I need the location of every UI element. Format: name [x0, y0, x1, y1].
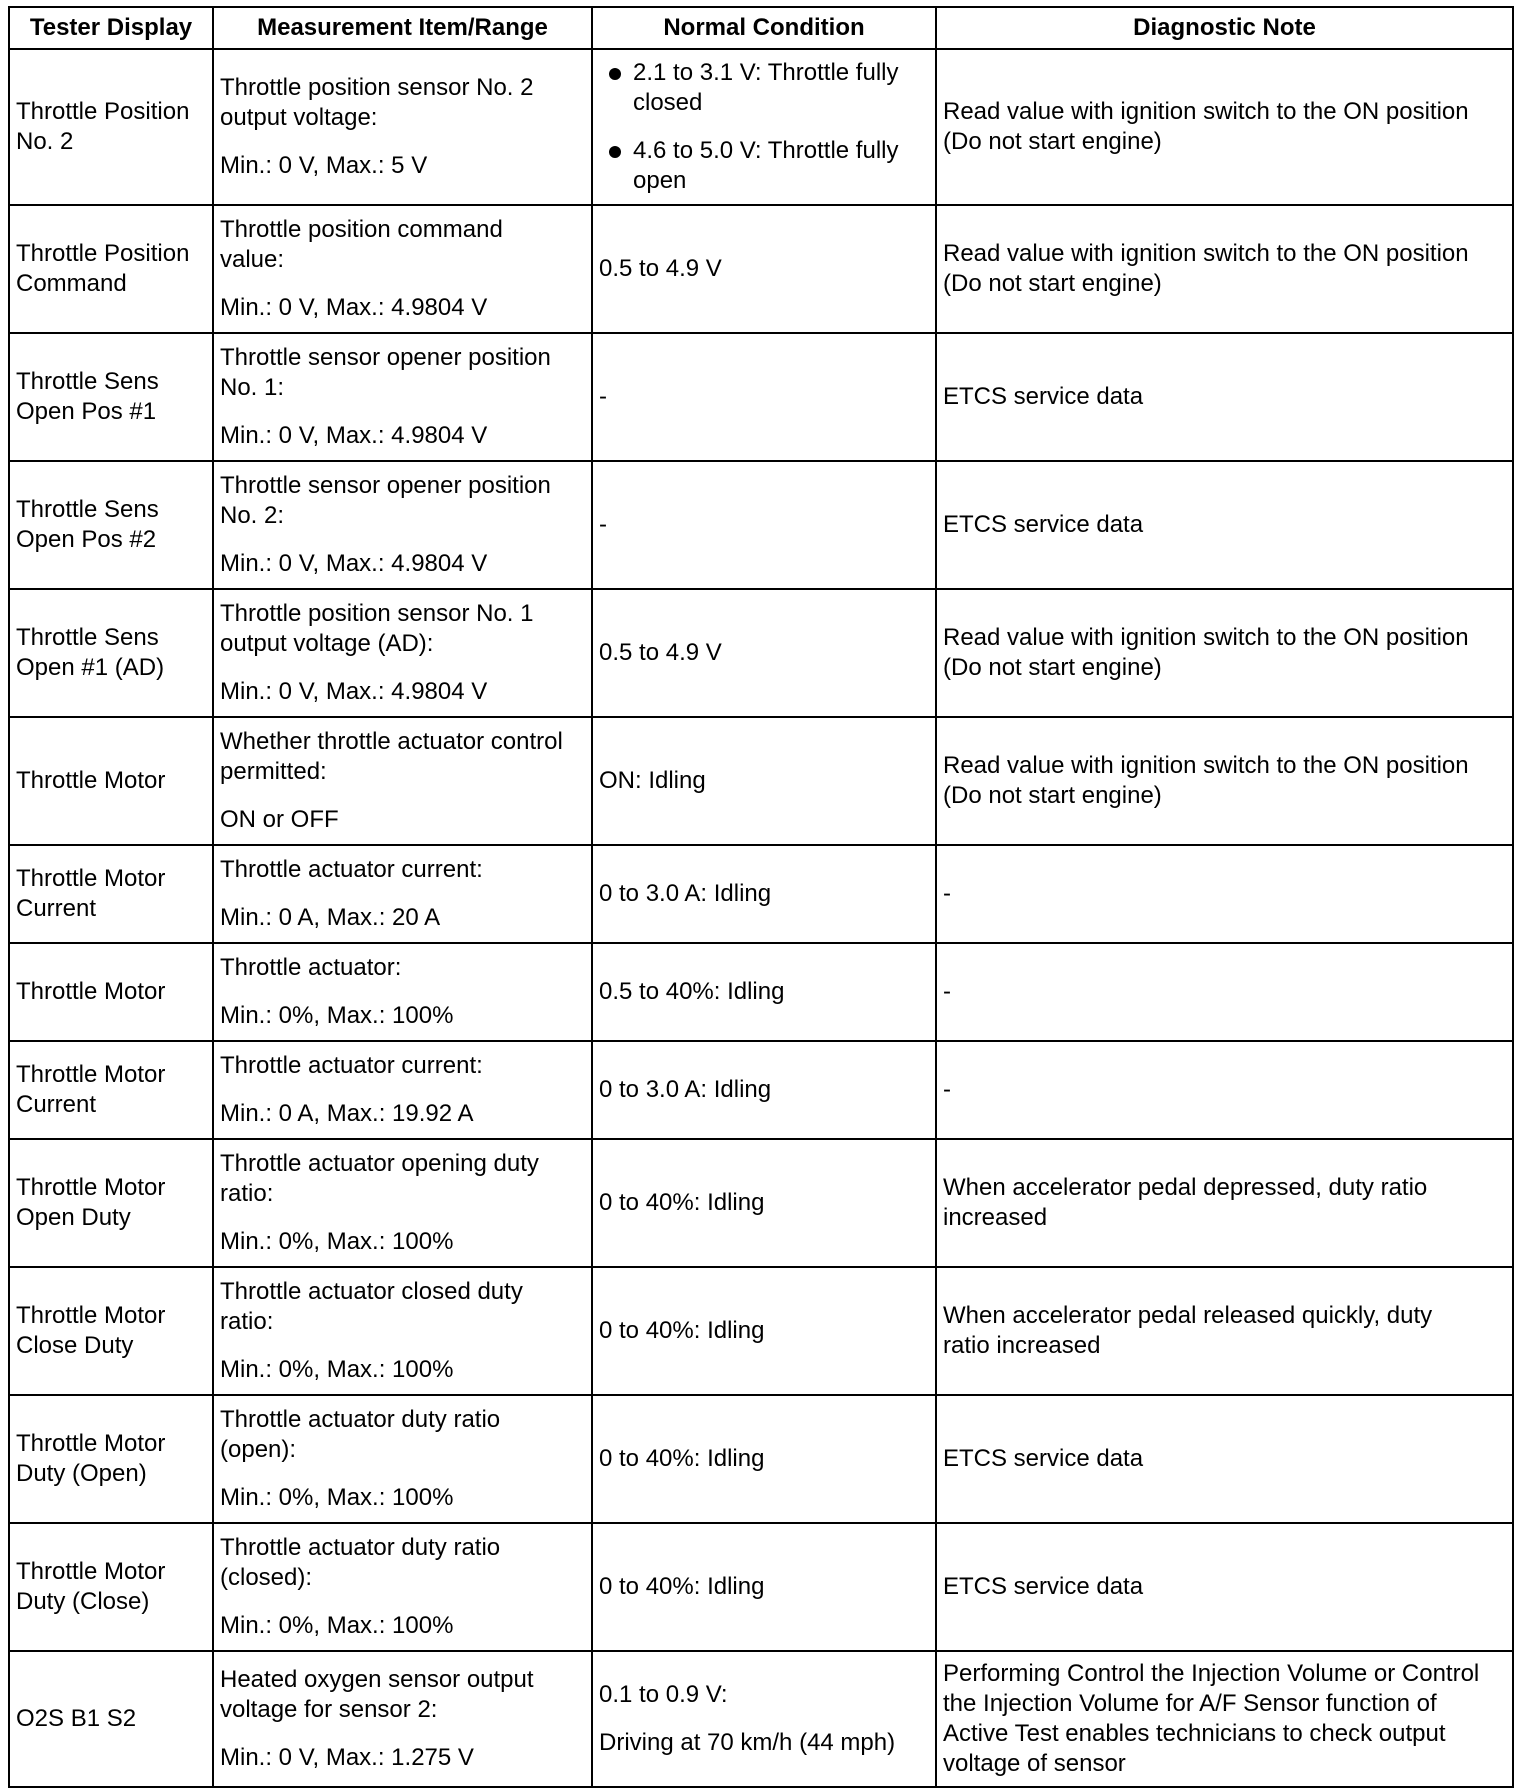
cell-measurement-item [213, 1041, 592, 1139]
measurement-item-line: ratio: [220, 1180, 274, 1207]
tester-display-line: Open Pos #2 [16, 526, 157, 553]
measurement-item-line: ratio: [220, 1308, 274, 1335]
condition-line: 0.5 to 4.9 V [599, 639, 722, 666]
cell-diagnostic-note [936, 461, 1513, 589]
cell-normal-condition [592, 717, 936, 845]
spacer [220, 1337, 585, 1355]
tester-display-line: Throttle Position [16, 98, 190, 125]
measurement-item-line: No. 2: [220, 502, 285, 529]
cell-normal-condition [592, 205, 936, 333]
tester-display-line: Duty (Open) [16, 1460, 147, 1487]
table-row [9, 717, 1513, 845]
cell-measurement-item [213, 589, 592, 717]
cell-tester-display [9, 333, 213, 461]
cell-measurement-item [213, 49, 592, 205]
table-row [9, 1139, 1513, 1267]
measurement-range: Min.: 0%, Max.: 100% [220, 1356, 454, 1383]
measurement-item-line: Throttle position sensor No. 1 [220, 600, 534, 627]
table-row [9, 943, 1513, 1041]
cell-normal-condition [592, 1651, 936, 1787]
measurement-item-line: Throttle sensor opener position [220, 344, 551, 371]
table-row [9, 1651, 1513, 1787]
cell-diagnostic-note [936, 1041, 1513, 1139]
table-row [9, 845, 1513, 943]
diagnostic-note-line: - [943, 978, 951, 1005]
table-row [9, 1041, 1513, 1139]
cell-normal-condition [592, 1139, 936, 1267]
condition-bullet-item [599, 136, 929, 196]
measurement-item-line: Throttle actuator current: [220, 1052, 483, 1079]
cell-tester-display [9, 943, 213, 1041]
measurement-range: Min.: 0 A, Max.: 19.92 A [220, 1100, 474, 1127]
table-row [9, 49, 1513, 205]
measurement-item-line: Throttle actuator opening duty [220, 1150, 539, 1177]
tester-display-line: No. 2 [16, 128, 74, 155]
measurement-range: Min.: 0%, Max.: 100% [220, 1612, 454, 1639]
diagnostic-note-line: Read value with ignition switch to the ON position [943, 240, 1469, 267]
condition-line: ON: Idling [599, 767, 706, 794]
measurement-range: Min.: 0%, Max.: 100% [220, 1228, 454, 1255]
table-header-row [9, 7, 1513, 49]
table-row [9, 1395, 1513, 1523]
cell-measurement-item [213, 845, 592, 943]
cell-tester-display [9, 1523, 213, 1651]
diagnostic-note-line: (Do not start engine) [943, 270, 1162, 297]
cell-tester-display [9, 1139, 213, 1267]
cell-diagnostic-note [936, 717, 1513, 845]
measurement-item-line: Throttle actuator: [220, 954, 402, 981]
diagnostic-note-line: Read value with ignition switch to the ON position [943, 624, 1469, 651]
measurement-item-line: Throttle position command [220, 216, 503, 243]
spacer [220, 1593, 585, 1611]
measurement-range: Min.: 0 V, Max.: 1.275 V [220, 1744, 474, 1771]
measurement-item-line: Throttle actuator current: [220, 856, 483, 883]
measurement-range: Min.: 0 V, Max.: 5 V [220, 152, 428, 179]
data-list-table [8, 6, 1514, 1788]
tester-display-line: Throttle Motor [16, 1174, 166, 1201]
diagnostic-note-line: (Do not start engine) [943, 782, 1162, 809]
cell-diagnostic-note [936, 943, 1513, 1041]
spacer [220, 531, 585, 549]
tester-display-line: Open #1 (AD) [16, 654, 165, 681]
measurement-range: ON or OFF [220, 806, 339, 833]
measurement-item-line: voltage for sensor 2: [220, 1696, 438, 1723]
cell-normal-condition [592, 589, 936, 717]
condition-line: 0 to 40%: Idling [599, 1189, 765, 1216]
diagnostic-note-line: ETCS service data [943, 511, 1144, 538]
cell-normal-condition [592, 461, 936, 589]
spacer [220, 659, 585, 677]
cell-measurement-item [213, 205, 592, 333]
measurement-range: Min.: 0 V, Max.: 4.9804 V [220, 422, 488, 449]
condition-line: 0 to 40%: Idling [599, 1317, 765, 1344]
measurement-range: Min.: 0%, Max.: 100% [220, 1484, 454, 1511]
measurement-item-line: output voltage (AD): [220, 630, 434, 657]
condition-line: closed [633, 89, 703, 116]
condition-line: 0 to 40%: Idling [599, 1445, 765, 1472]
cell-tester-display [9, 1651, 213, 1787]
tester-display-line: Close Duty [16, 1332, 134, 1359]
measurement-range: Min.: 0 V, Max.: 4.9804 V [220, 678, 488, 705]
spacer [220, 1209, 585, 1227]
cell-normal-condition [592, 1041, 936, 1139]
measurement-item-line: Throttle actuator duty ratio [220, 1534, 501, 1561]
header-measurement-item: Measurement Item/Range [213, 7, 592, 49]
measurement-item-line: permitted: [220, 758, 327, 785]
measurement-item-line: (closed): [220, 1564, 313, 1591]
data-list-page [8, 6, 1512, 1788]
measurement-item-line: output voltage: [220, 104, 378, 131]
tester-display-line: Throttle Motor [16, 865, 166, 892]
tester-display-line: Throttle Motor [16, 1430, 166, 1457]
tester-display-line: Throttle Motor [16, 978, 166, 1005]
cell-diagnostic-note [936, 1395, 1513, 1523]
condition-line: - [599, 383, 607, 410]
table-row [9, 461, 1513, 589]
cell-measurement-item [213, 1523, 592, 1651]
measurement-item-line: Throttle actuator duty ratio [220, 1406, 501, 1433]
condition-list [599, 58, 929, 196]
cell-normal-condition [592, 49, 936, 205]
cell-tester-display [9, 1041, 213, 1139]
diagnostic-note-line: Read value with ignition switch to the ON position [943, 98, 1469, 125]
spacer [220, 885, 585, 903]
diagnostic-note-line: When accelerator pedal depressed, duty ratio [943, 1174, 1428, 1201]
condition-line: 2.1 to 3.1 V: Throttle fully [633, 59, 899, 86]
condition-line: 0.1 to 0.9 V: [599, 1681, 728, 1708]
cell-diagnostic-note [936, 1523, 1513, 1651]
spacer [220, 133, 585, 151]
cell-measurement-item [213, 333, 592, 461]
diagnostic-note-line: ETCS service data [943, 1573, 1144, 1600]
cell-tester-display [9, 49, 213, 205]
diagnostic-note-line: Active Test enables technicians to check output [943, 1720, 1446, 1747]
cell-measurement-item [213, 1139, 592, 1267]
measurement-range: Min.: 0 A, Max.: 20 A [220, 904, 441, 931]
diagnostic-note-line: ETCS service data [943, 1445, 1144, 1472]
diagnostic-note-line: ratio increased [943, 1332, 1101, 1359]
tester-display-line: Current [16, 895, 97, 922]
diagnostic-note-line: increased [943, 1204, 1048, 1231]
tester-display-line: Throttle Motor [16, 1302, 166, 1329]
cell-normal-condition [592, 845, 936, 943]
cell-tester-display [9, 205, 213, 333]
table-row [9, 333, 1513, 461]
diagnostic-note-line: Performing Control the Injection Volume or Control [943, 1660, 1480, 1687]
header-diagnostic-note: Diagnostic Note [936, 7, 1513, 49]
diagnostic-note-line: (Do not start engine) [943, 654, 1162, 681]
tester-display-line: Throttle Sens [16, 368, 159, 395]
spacer [220, 1465, 585, 1483]
cell-diagnostic-note [936, 1267, 1513, 1395]
diagnostic-note-line: - [943, 880, 951, 907]
condition-line: - [599, 511, 607, 538]
cell-diagnostic-note [936, 845, 1513, 943]
diagnostic-note-line: When accelerator pedal released quickly, duty [943, 1302, 1433, 1329]
cell-measurement-item [213, 1267, 592, 1395]
tester-display-line: Command [16, 270, 127, 297]
condition-line: 0 to 40%: Idling [599, 1573, 765, 1600]
measurement-item-line: value: [220, 246, 285, 273]
condition-line: 0.5 to 40%: Idling [599, 978, 785, 1005]
header-tester-display: Tester Display [9, 7, 213, 49]
cell-tester-display [9, 1267, 213, 1395]
spacer [220, 787, 585, 805]
condition-bullet-item [599, 58, 929, 118]
measurement-range: Min.: 0%, Max.: 100% [220, 1002, 454, 1029]
tester-display-line: Throttle Sens [16, 496, 159, 523]
tester-display-line: O2S B1 S2 [16, 1705, 137, 1732]
cell-normal-condition [592, 1395, 936, 1523]
tester-display-line: Open Duty [16, 1204, 131, 1231]
cell-measurement-item [213, 943, 592, 1041]
table-row [9, 1523, 1513, 1651]
cell-diagnostic-note [936, 49, 1513, 205]
cell-normal-condition [592, 943, 936, 1041]
measurement-item-line: (open): [220, 1436, 297, 1463]
cell-tester-display [9, 845, 213, 943]
cell-diagnostic-note [936, 1139, 1513, 1267]
tester-display-line: Throttle Sens [16, 624, 159, 651]
cell-normal-condition [592, 1267, 936, 1395]
header-normal-condition: Normal Condition [592, 7, 936, 49]
condition-line: Driving at 70 km/h (44 mph) [599, 1729, 896, 1756]
tester-display-line: Open Pos #1 [16, 398, 157, 425]
measurement-item-line: Throttle sensor opener position [220, 472, 551, 499]
spacer [220, 983, 585, 1001]
condition-line: 0.5 to 4.9 V [599, 255, 722, 282]
diagnostic-note-line: the Injection Volume for A/F Sensor function of [943, 1690, 1437, 1717]
spacer [220, 1081, 585, 1099]
spacer [220, 403, 585, 421]
cell-measurement-item [213, 1395, 592, 1523]
cell-tester-display [9, 589, 213, 717]
diagnostic-note-line: (Do not start engine) [943, 128, 1162, 155]
cell-measurement-item [213, 717, 592, 845]
cell-tester-display [9, 1395, 213, 1523]
cell-diagnostic-note [936, 589, 1513, 717]
measurement-item-line: Heated oxygen sensor output [220, 1666, 534, 1693]
table-row [9, 205, 1513, 333]
measurement-item-line: Whether throttle actuator control [220, 728, 563, 755]
measurement-item-line: Throttle position sensor No. 2 [220, 74, 534, 101]
diagnostic-note-line: - [943, 1076, 951, 1103]
spacer [599, 1710, 929, 1728]
tester-display-line: Duty (Close) [16, 1588, 150, 1615]
measurement-range: Min.: 0 V, Max.: 4.9804 V [220, 294, 488, 321]
tester-display-line: Throttle Position [16, 240, 190, 267]
cell-normal-condition [592, 1523, 936, 1651]
cell-measurement-item [213, 461, 592, 589]
table-row [9, 1267, 1513, 1395]
cell-tester-display [9, 461, 213, 589]
diagnostic-note-line: Read value with ignition switch to the ON position [943, 752, 1469, 779]
tester-display-line: Throttle Motor [16, 1558, 166, 1585]
measurement-item-line: No. 1: [220, 374, 285, 401]
cell-diagnostic-note [936, 205, 1513, 333]
cell-normal-condition [592, 333, 936, 461]
measurement-item-line: Throttle actuator closed duty [220, 1278, 523, 1305]
tester-display-line: Current [16, 1091, 97, 1118]
cell-diagnostic-note [936, 1651, 1513, 1787]
spacer [220, 1725, 585, 1743]
condition-line: open [633, 167, 687, 194]
condition-line: 0 to 3.0 A: Idling [599, 880, 772, 907]
condition-line: 0 to 3.0 A: Idling [599, 1076, 772, 1103]
cell-diagnostic-note [936, 333, 1513, 461]
cell-measurement-item [213, 1651, 592, 1787]
tester-display-line: Throttle Motor [16, 1061, 166, 1088]
measurement-range: Min.: 0 V, Max.: 4.9804 V [220, 550, 488, 577]
table-row [9, 589, 1513, 717]
spacer [220, 275, 585, 293]
tester-display-line: Throttle Motor [16, 767, 166, 794]
diagnostic-note-line: ETCS service data [943, 383, 1144, 410]
condition-line: 4.6 to 5.0 V: Throttle fully [633, 137, 899, 164]
cell-tester-display [9, 717, 213, 845]
diagnostic-note-line: voltage of sensor [943, 1750, 1126, 1777]
